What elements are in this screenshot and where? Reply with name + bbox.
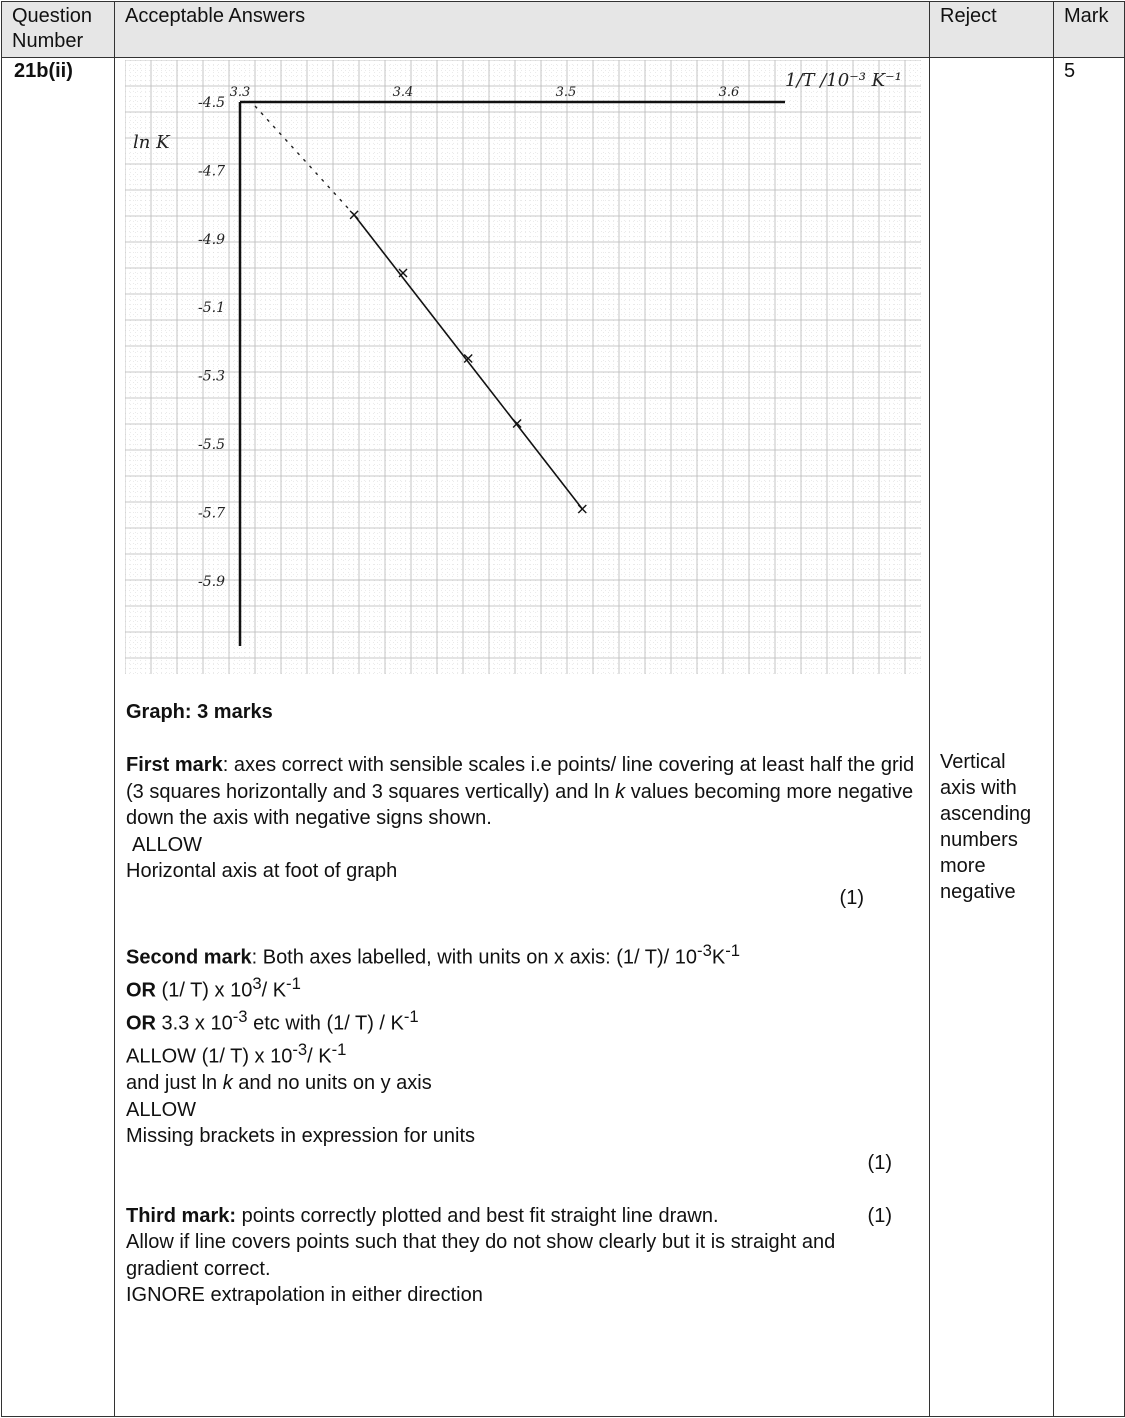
second-mark-lead: Second mark xyxy=(126,946,252,969)
sup: -3 xyxy=(697,940,712,960)
mark-header: Mark xyxy=(1054,2,1125,58)
third-mark-lead: Third mark: xyxy=(126,1204,237,1227)
x-tick-label: 3.3 xyxy=(229,85,251,100)
first-mark-k: k xyxy=(615,780,626,803)
second-mark-line2-end: / K xyxy=(261,979,287,1002)
first-mark-allow-text: Horizontal axis at foot of graph xyxy=(126,860,398,882)
mark-scheme-table xyxy=(1,1,1125,1417)
second-mark-line1-end: K xyxy=(711,946,726,969)
sup: -3 xyxy=(292,1039,308,1059)
question-number: 21b(ii) xyxy=(2,58,115,1417)
sup: -1 xyxy=(725,940,740,960)
second-mark-allow-text: Missing brackets in expression for units xyxy=(126,1125,476,1148)
second-mark-line4: ALLOW (1/ T) x 10 xyxy=(126,1045,293,1068)
first-mark-lead: First mark xyxy=(126,754,223,776)
second-mark-allow-units xyxy=(126,1037,916,1070)
first-mark-allow: ALLOW xyxy=(132,833,203,856)
third-mark-allow-text: Allow if line covers points such that they do not show clearly but it is straight and gradient correct. xyxy=(126,1231,836,1280)
first-mark-body-a: : axes correct with sensible scales i.e points/ line covering at least half the grid (3 squares horizontally and 3 squares vertically) and ln xyxy=(126,754,915,803)
marking-notes xyxy=(126,699,916,1309)
second-mark-line2: (1/ T) x 10 xyxy=(156,979,253,1002)
third-mark-body: points correctly plotted and best fit straight line drawn. xyxy=(236,1204,719,1227)
mark-value: 5 xyxy=(1054,58,1125,1417)
x-axis-label: 1/T /10⁻³ K⁻¹ xyxy=(785,70,902,91)
line5-k: k xyxy=(222,1072,233,1095)
answer-row xyxy=(2,58,1125,1417)
second-mark-or-1 xyxy=(126,971,916,1004)
y-tick-label: -5.1 xyxy=(198,300,225,317)
graph-axis-labels xyxy=(133,70,902,153)
reject-text: Vertical axis with ascending numbers more negative xyxy=(940,751,1032,903)
y-tick-label: -5.3 xyxy=(198,368,225,385)
third-mark-ignore: IGNORE extrapolation in either direction xyxy=(126,1284,483,1307)
line5-b: and no units on y axis xyxy=(232,1072,432,1095)
third-mark-value: (1) xyxy=(867,1204,892,1227)
or-label: OR xyxy=(126,979,156,1002)
acceptable-answers-header: Acceptable Answers xyxy=(115,2,930,58)
sup: -3 xyxy=(232,1006,248,1026)
first-mark-body-b: values becoming more negative down the axis with negative signs shown. xyxy=(126,780,914,829)
graph-grid xyxy=(125,60,921,674)
second-mark xyxy=(126,938,916,971)
or-label: OR xyxy=(126,1012,156,1035)
sup: -1 xyxy=(331,1039,347,1059)
x-tick-label: 3.6 xyxy=(718,85,740,100)
graph-tick-labels xyxy=(198,85,739,590)
third-mark xyxy=(126,1203,916,1230)
y-tick-label: -5.5 xyxy=(198,437,225,453)
second-mark-line3: 3.3 x 10 xyxy=(156,1012,233,1035)
answer-cell xyxy=(115,58,930,1417)
second-mark-line3-end: etc with (1/ T) / K xyxy=(247,1012,404,1035)
data-point xyxy=(350,211,358,219)
y-tick-label: -4.7 xyxy=(198,163,225,180)
graph-marks-heading: Graph: 3 marks xyxy=(126,701,273,723)
y-tick-label: -5.9 xyxy=(198,573,225,590)
graph-plot xyxy=(255,106,586,513)
x-tick-label: 3.5 xyxy=(555,85,577,100)
y-tick-label: -4.5 xyxy=(198,95,225,111)
first-mark xyxy=(126,752,916,832)
data-point xyxy=(513,419,521,427)
y-tick-label: -5.7 xyxy=(198,505,225,522)
second-mark-allow: ALLOW xyxy=(126,1098,197,1121)
first-mark-value: (1) xyxy=(839,886,864,909)
sup: 3 xyxy=(252,973,262,993)
second-mark-line1: : Both axes labelled, with units on x axis: (1/ T)/ 10 xyxy=(251,946,698,969)
header-row xyxy=(2,2,1125,58)
x-tick-label: 3.4 xyxy=(392,85,414,100)
second-mark-or-2 xyxy=(126,1004,916,1037)
sup: -1 xyxy=(286,973,301,993)
reject-cell xyxy=(930,58,1054,1417)
ln-k-graph xyxy=(125,60,921,674)
second-mark-value: (1) xyxy=(867,1151,892,1174)
y-axis-label: ln K xyxy=(133,132,170,153)
second-mark-ln-k xyxy=(126,1070,916,1097)
reject-header: Reject xyxy=(930,2,1054,58)
y-tick-label: -4.9 xyxy=(198,231,225,248)
data-point xyxy=(578,505,586,513)
second-mark-line4-end: / K xyxy=(307,1045,332,1068)
question-number-header: Question Number xyxy=(2,2,115,58)
line5-a: and just ln xyxy=(126,1072,223,1095)
sup: -1 xyxy=(403,1006,419,1026)
